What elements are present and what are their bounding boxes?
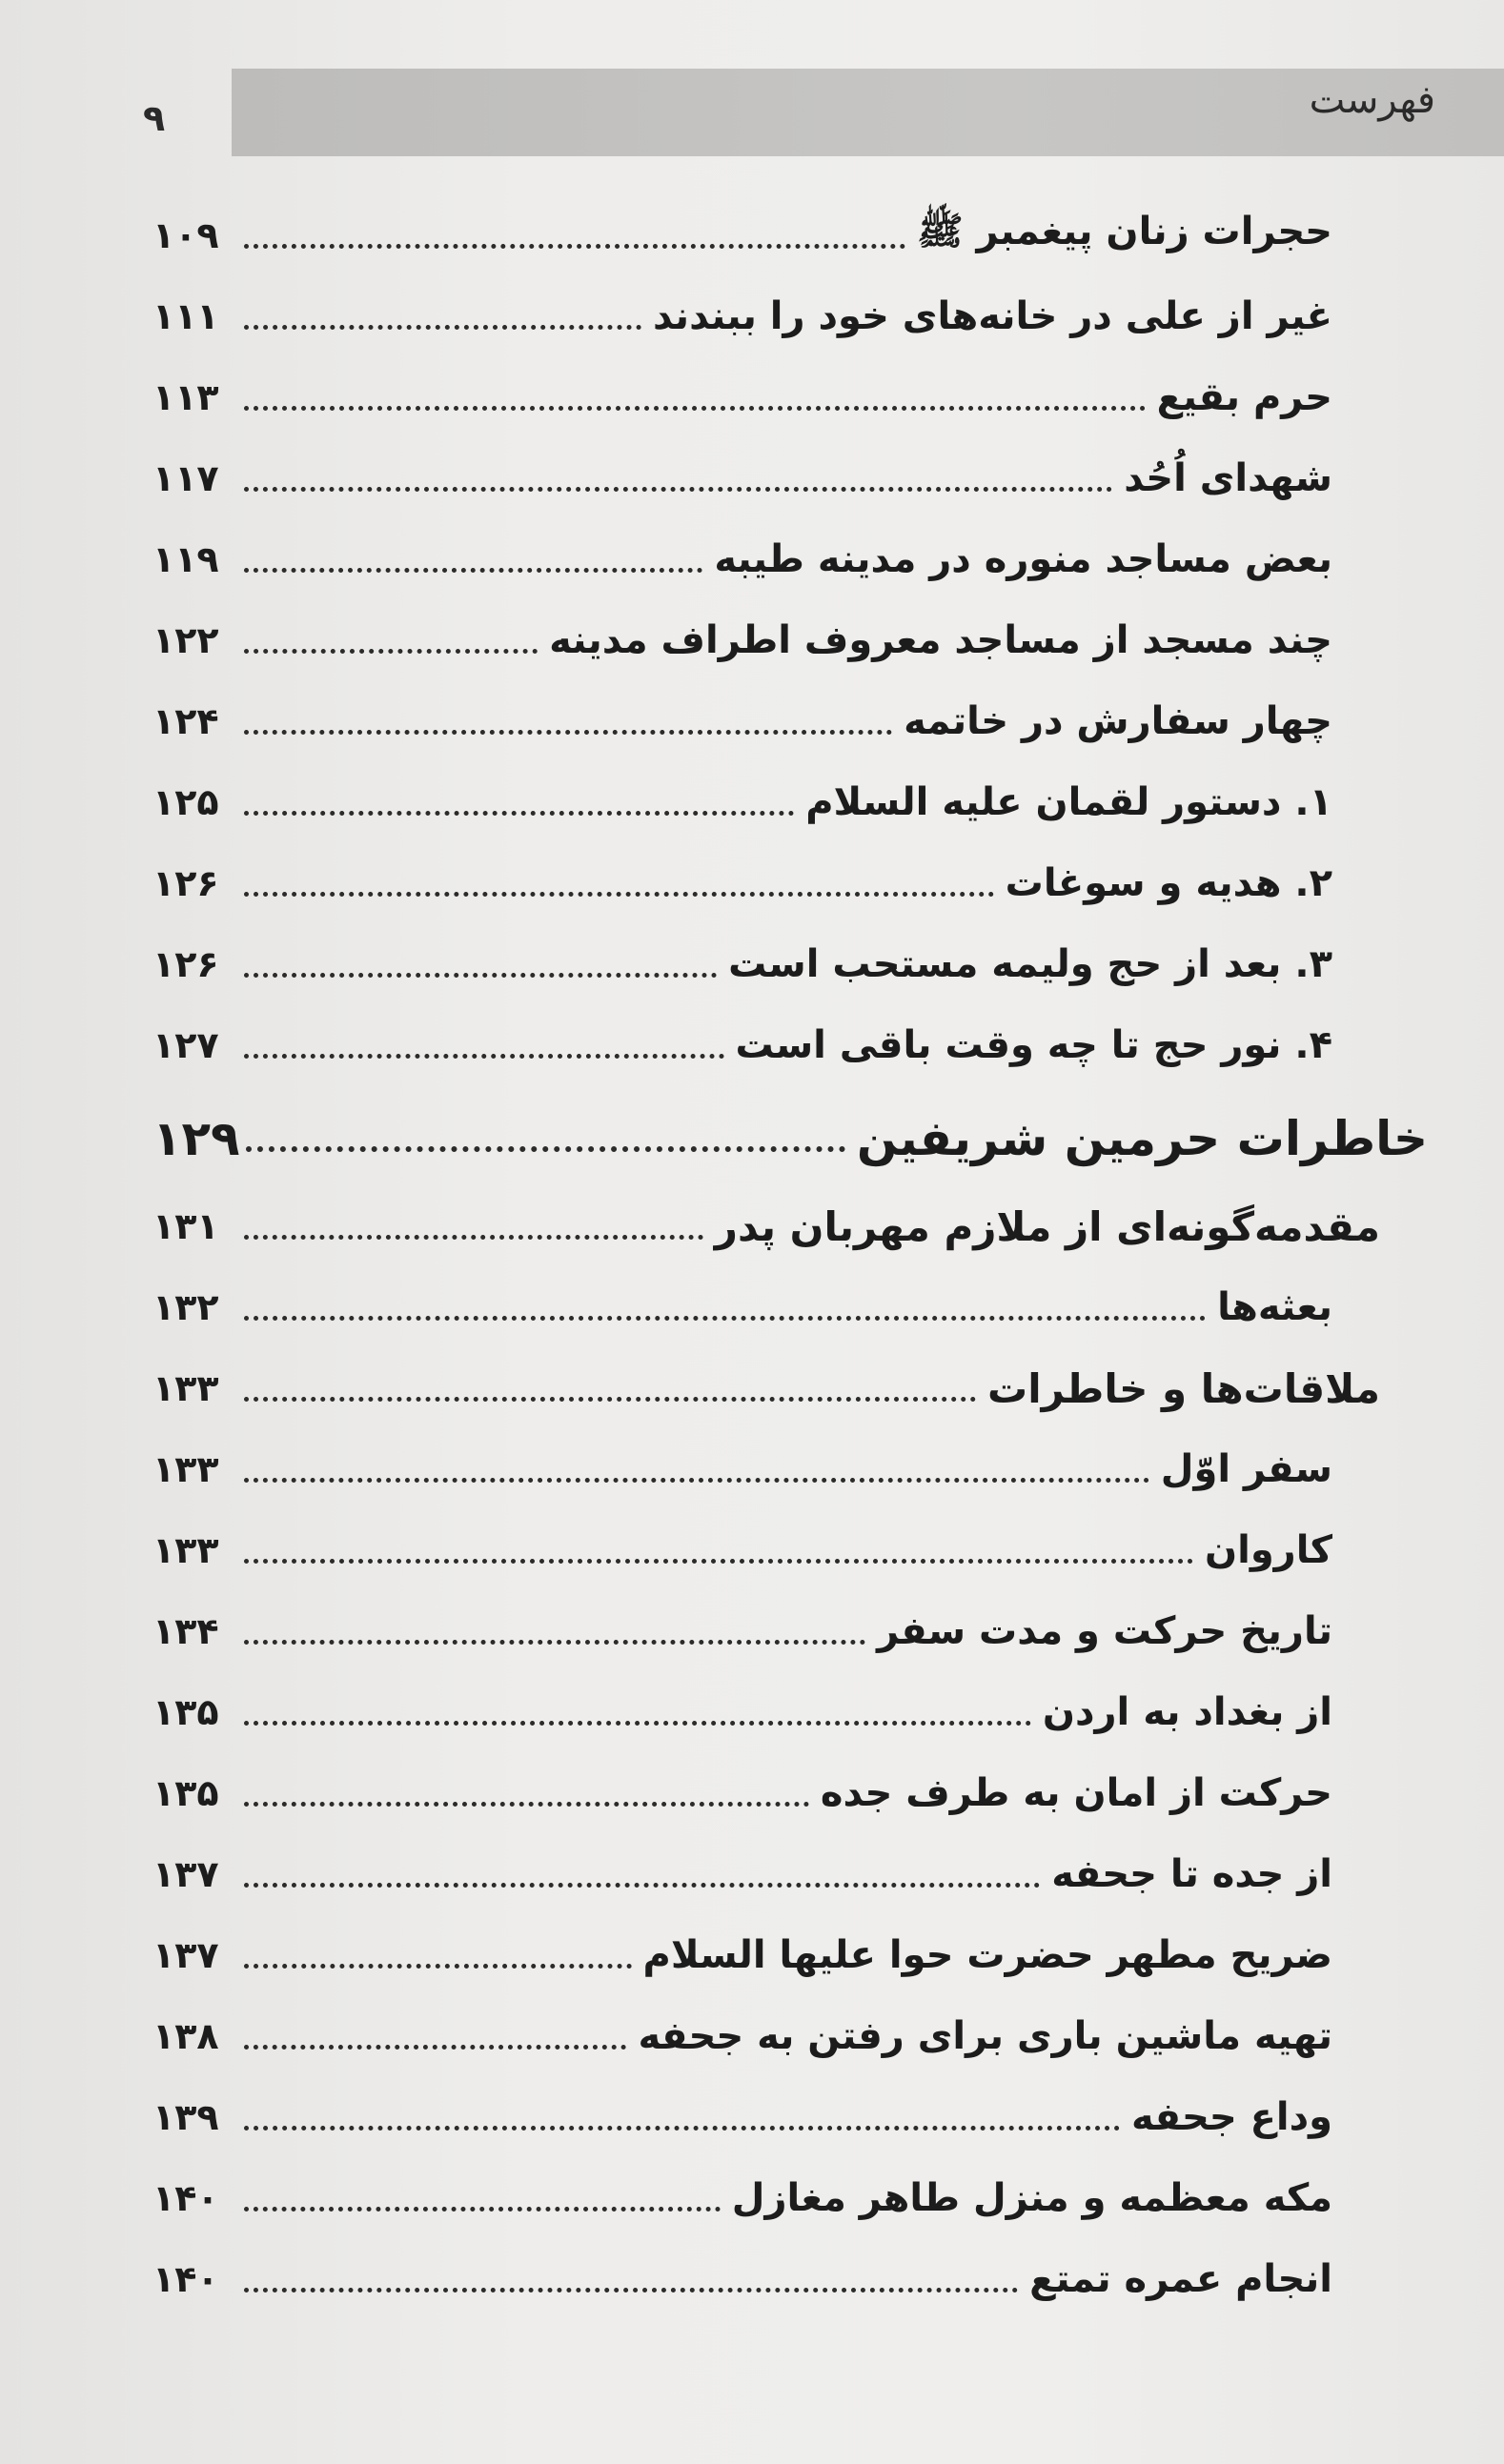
toc-entry-page: ۱۰۹ — [152, 214, 219, 256]
dot-leader — [244, 2288, 1018, 2292]
dot-leader — [244, 1559, 1193, 1564]
dot-leader — [246, 1146, 845, 1152]
toc-entry-title: خاطرات حرمین شریفین — [856, 1111, 1428, 1166]
toc-entry-title: شهدای اُحُد — [1124, 456, 1332, 500]
dot-leader — [244, 1802, 809, 1807]
toc-entry-page: ۱۳۸ — [152, 2015, 219, 2057]
toc-entry-title: ۱. دستور لقمان علیه السلام — [805, 780, 1332, 824]
dot-leader — [244, 244, 905, 249]
dot-leader — [244, 1316, 1206, 1321]
toc-entry — [152, 769, 1332, 836]
toc-entry-title: وداع جحفه — [1130, 2095, 1332, 2139]
toc-entry-title: بعثه‌ها — [1217, 1285, 1332, 1329]
toc-entry-title: چند مسجد از مساجد معروف اطراف مدینه — [549, 618, 1332, 662]
dot-leader — [244, 2126, 1120, 2131]
toc-entry-title: تاریخ حرکت و مدت سفر — [877, 1609, 1332, 1653]
dot-leader — [244, 1235, 703, 1240]
toc-entry-page: ۱۲۶ — [152, 862, 219, 904]
dot-leader — [244, 1964, 632, 1969]
toc-entry — [152, 1193, 1380, 1260]
dot-leader — [244, 568, 702, 573]
toc-entry-page: ۱۱۷ — [152, 457, 219, 499]
dot-leader — [244, 1883, 1040, 1888]
toc-entry-page: ۱۳۳ — [152, 1529, 219, 1571]
dot-leader — [244, 406, 1146, 411]
toc-entry-page: ۱۳۷ — [152, 1934, 219, 1976]
toc-entry — [152, 607, 1332, 674]
toc-entry-title: چهار سفارش در خاتمه — [904, 699, 1332, 743]
dot-leader — [244, 1640, 865, 1645]
toc-entry-page: ۱۳۳ — [152, 1367, 219, 1409]
toc-entry — [152, 688, 1332, 755]
toc-entry-title: سفر اوّل — [1160, 1447, 1332, 1491]
dot-leader — [244, 325, 641, 330]
dot-leader — [244, 487, 1112, 492]
toc-entry-page: ۱۲۴ — [152, 700, 219, 742]
dot-leader — [244, 1054, 724, 1059]
dot-leader — [244, 973, 717, 978]
toc-entry-title: مکه معظمه و منزل طاهر مغازل — [731, 2176, 1332, 2220]
toc-entry — [152, 1436, 1332, 1503]
toc-entry-page: ۱۲۲ — [152, 619, 219, 661]
running-header-title: فهرست — [1309, 78, 1435, 122]
toc-entry — [152, 1841, 1332, 1908]
toc-entry-page: ۱۲۹ — [152, 1111, 240, 1166]
toc-entry — [152, 202, 1332, 269]
toc-entry-page: ۱۳۳ — [152, 1448, 219, 1490]
toc-entry-page: ۱۱۳ — [152, 376, 219, 418]
dot-leader — [244, 892, 994, 897]
toc-entry-page: ۱۳۵ — [152, 1691, 219, 1733]
toc-entry-page: ۱۱۱ — [152, 295, 219, 337]
toc-entry — [152, 364, 1332, 431]
dot-leader — [244, 1721, 1031, 1726]
dot-leader — [244, 2207, 721, 2212]
toc-entry-title: کاروان — [1204, 1528, 1332, 1572]
dot-leader — [244, 2045, 626, 2050]
toc-entry-page: ۱۱۹ — [152, 538, 219, 580]
toc-entry-title: حرکت از امان به طرف جده — [820, 1771, 1332, 1815]
toc-entry-page: ۱۳۲ — [152, 1286, 219, 1328]
toc-entry — [152, 1922, 1332, 1989]
dot-leader — [244, 811, 794, 816]
dot-leader — [244, 1478, 1149, 1483]
toc-entry-title: ۲. هدیه و سوغات — [1005, 861, 1332, 905]
toc-entry-title: تهیه ماشین باری برای رفتن به جحفه — [638, 2014, 1332, 2058]
toc-entry — [152, 283, 1332, 350]
toc-entry-page: ۱۲۵ — [152, 781, 219, 823]
toc-entry-page: ۱۳۹ — [152, 2096, 219, 2138]
toc-entry-page: ۱۳۷ — [152, 1853, 219, 1895]
toc-entry — [152, 850, 1332, 917]
toc-entry — [152, 445, 1332, 512]
toc-entry-title: انجام عمره تمتع — [1029, 2257, 1332, 2301]
dot-leader — [244, 1397, 976, 1402]
toc-entry-page: ۱۳۵ — [152, 1772, 219, 1814]
toc-entry — [152, 1355, 1380, 1422]
toc-entry-title: حرم بقیع — [1156, 375, 1332, 419]
toc-entry — [152, 2246, 1332, 2313]
toc-entry-title: از بغداد به اردن — [1042, 1690, 1332, 1734]
toc-entry — [152, 1598, 1332, 1665]
toc-entry-title: بعض مساجد منوره در مدینه طیبه — [714, 537, 1332, 581]
toc-entry-title: مقدمه‌گونه‌ای از ملازم مهربان پدر — [714, 1202, 1380, 1250]
toc-entry-title: ۴. نور حج تا چه وقت باقی است — [735, 1023, 1332, 1067]
toc-entry — [152, 1012, 1332, 1079]
toc-entry-page: ۱۳۴ — [152, 1610, 219, 1652]
toc-entry-page: ۱۲۶ — [152, 943, 219, 985]
toc-entry — [152, 1274, 1332, 1341]
toc-entry-page: ۱۴۰ — [152, 2258, 219, 2300]
toc-entry-title: حجرات زنان پیغمبر ﷺ — [917, 210, 1332, 253]
toc-entry-page: ۱۳۱ — [152, 1205, 219, 1247]
toc-entry — [152, 931, 1332, 998]
toc-entry — [152, 1517, 1332, 1584]
dot-leader — [244, 649, 538, 654]
toc-entry-title: ملاقات‌ها و خاطرات — [987, 1364, 1380, 1412]
toc-entry-title: ۳. بعد از حج ولیمه مستحب است — [728, 942, 1332, 986]
toc-entry-page: ۱۴۰ — [152, 2177, 219, 2219]
toc-entry — [152, 526, 1332, 593]
toc-entry — [152, 2165, 1332, 2232]
toc-entry — [152, 2084, 1332, 2151]
toc-entry-page: ۱۲۷ — [152, 1024, 219, 1066]
toc-entry-title: غیر از علی در خانه‌های خود را ببندند — [652, 294, 1332, 338]
page-number: ۹ — [143, 97, 166, 139]
toc-entry — [152, 1679, 1332, 1746]
dot-leader — [244, 730, 892, 735]
toc-entry-title: ضریح مطهر حضرت حوا علیها السلام — [642, 1933, 1332, 1977]
toc-entry — [152, 1760, 1332, 1827]
toc-entry-title: از جده تا جحفه — [1051, 1852, 1332, 1896]
toc-entry — [152, 2003, 1332, 2070]
toc-section-heading — [152, 1105, 1428, 1172]
